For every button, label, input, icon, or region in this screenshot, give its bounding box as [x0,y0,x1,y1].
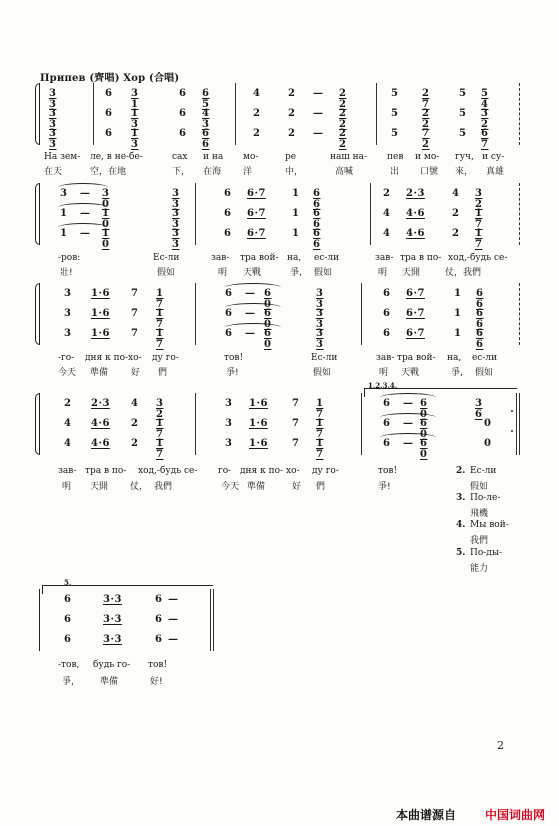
note: 5 [459,128,467,139]
lyric-cn: 假如 [314,268,333,278]
note: 6 [64,594,72,605]
note: 6 [155,634,163,645]
lyric-ru: -ров: [58,253,81,263]
lyric-cn: 在天 [44,167,63,177]
note: 6 6 [313,208,321,230]
barline [519,83,520,145]
note: 2·3 [91,398,110,409]
note: 1 [454,288,462,299]
dash: — [403,438,414,449]
dash: — [245,308,256,319]
note: 3 [64,328,72,339]
lyric-ru: Ес-ли [153,253,180,263]
barline [361,393,362,455]
note: 6 [179,128,187,139]
footer-source-text: 本曲谱源自 [396,808,457,822]
lyric-ru: ес-ли [472,353,498,363]
note: 4·6 [91,418,110,429]
lyric-cn: 們 [158,368,168,378]
lyric-ru: ду го- [152,353,179,363]
note: 1 7 [316,398,324,420]
note: 3 3 [316,288,324,310]
lyric-ru: ре [285,152,297,162]
note: 6 [225,288,233,299]
note: 2 2 [422,108,430,130]
lyric-cn: 中， [285,167,304,177]
note: 6 0 [420,418,428,440]
lyric-cn: 假如 [475,368,494,378]
note: 5 [459,108,467,119]
lyric-ru: и мо- [415,152,440,162]
repeat-barline [516,393,520,455]
score-system-3 [39,283,520,345]
lyric-ru: тов! [148,660,168,670]
lyric-cn: 爭， [62,677,81,687]
note: 3 [225,398,233,409]
note: 1·6 [249,438,268,449]
lyric-cn: 真雄 [486,167,505,177]
note: 3 2 [156,398,164,420]
dash: — [80,208,91,219]
note: 6 0 [264,308,272,330]
note: 1 7 [475,228,483,250]
note: 4 [64,418,72,429]
dash: — [313,88,324,99]
lyric-ru: ду го- [312,466,339,476]
lyric-ru: тра вой- [240,253,279,263]
note: 6 6 [476,328,484,350]
note: 3 [225,418,233,429]
volta-label: 1.2.3.4. [368,381,398,390]
lyric-cn: 準備 [90,368,109,378]
lyric-ru: тов! [378,466,398,476]
dash: — [168,594,179,605]
lyric-ru: хо- [128,353,142,363]
note: 1 [60,208,68,219]
note: 6 6 [476,288,484,310]
note: 3 3 [49,108,57,130]
note: 6 [179,108,187,119]
note: 6 [383,288,391,299]
note: 2 [253,128,261,139]
lyric-ru: -тов, [58,660,80,670]
verse-number: 3. [456,493,466,503]
note: 3 2 [481,108,489,130]
lyric-cn: 我們 [154,482,173,492]
lyric-cn: 假如 [313,368,332,378]
note: 2 [253,108,261,119]
note: 4·6 [406,208,425,219]
verse-lyric-ru: Мы вой- [470,520,509,530]
verse-lyric-ru: По-ды- [470,548,503,558]
note: 2 [288,108,296,119]
dash: — [313,108,324,119]
note: 1 [60,228,68,239]
lyric-cn: 來， [455,167,474,177]
note: 3·3 [103,594,122,605]
lyric-cn: 爭, [290,268,302,278]
lyric-ru: на, [287,253,302,263]
note: 6 0 [420,438,428,460]
note: 7 [292,418,300,429]
note: 1 7 [156,308,164,330]
lyric-ru: дня к по- [240,466,284,476]
note: 3 3 [172,188,180,210]
note: 7 [131,328,139,339]
note: 3 [225,438,233,449]
verse-number: 5. [456,548,466,558]
lyric-cn: 仗，我們 [445,268,482,278]
note: 1 [292,208,300,219]
lyric-ru: пев [387,152,404,162]
lyric-cn: 明 [62,482,72,492]
note: 3 3 [49,128,57,150]
note: 6 6 [202,128,210,150]
lyric-cn: 假如 [157,268,176,278]
lyric-cn: 在海 [203,167,222,177]
note: 3 [64,308,72,319]
note: 1 7 [156,288,164,310]
lyric-ru: сах [172,152,188,162]
lyric-ru: будь го- [93,660,131,670]
note: 4 3 [202,108,210,130]
repeat-dot [511,410,513,412]
note: 6 [155,594,163,605]
note: 1 0 [102,228,110,250]
lyric-ru: тра вой- [397,353,436,363]
lyric-cn: 爭! [226,368,239,378]
lyric-ru: и су- [482,152,505,162]
note: 1·6 [91,328,110,339]
note: 4 [253,88,261,99]
dash: — [168,634,179,645]
dash: — [168,614,179,625]
note: 4 [64,438,72,449]
note: 1·6 [249,398,268,409]
verse-lyric-cn: 飛機 [470,509,489,519]
lyric-cn: 好! [150,677,163,687]
note: 6 [105,108,113,119]
note: 4 [383,228,391,239]
note: 6·7 [406,328,425,339]
note: 0 [484,418,492,429]
note: 1 3 [131,108,139,130]
lyric-cn: 今天 [58,368,77,378]
note: 1 [292,188,300,199]
note: 1 7 [475,208,483,230]
dash: — [80,228,91,239]
note: 6 6 [313,228,321,250]
barline [195,393,196,455]
note: 5 [391,88,399,99]
dash: — [80,188,91,199]
lyric-ru: гуч, [455,152,474,162]
end-barline [210,589,214,651]
lyric-cn: 明 [218,268,228,278]
barline [195,183,196,245]
verse-lyric-cn: 能力 [470,564,489,574]
volta-label: 5. [64,578,72,587]
lyric-ru: на, [447,353,462,363]
note: 1·6 [249,418,268,429]
dash: — [403,398,414,409]
footer-site-link[interactable]: 中国词曲网 [485,808,546,822]
note: 6 [64,614,72,625]
note: 3 3 [49,88,57,110]
lyric-cn: 天戰 [243,268,262,278]
note: 4 [452,188,460,199]
note: 6 [225,308,233,319]
note: 2 2 [339,128,347,150]
note: 6 [105,88,113,99]
note: 6 [383,418,391,429]
lyric-ru: дня к по- [85,353,129,363]
note: 6 0 [264,288,272,310]
lyric-cn: 好 [292,482,302,492]
lyric-ru: Ес-ли [311,353,338,363]
note: 4 [383,208,391,219]
lyric-cn: 壯! [60,268,73,278]
lyric-ru: тов! [224,353,244,363]
barline [195,283,196,345]
note: 6·7 [406,308,425,319]
verse-lyric-ru: Ес-ли [470,466,497,476]
dash: — [245,328,256,339]
lyric-ru: На зем- [44,152,81,162]
lyric-cn: 口號 [420,167,439,177]
note: 6 [383,328,391,339]
lyric-ru: тра в по- [400,253,442,263]
lyric-ru: наш на- [330,152,367,162]
note: 6·7 [406,288,425,299]
barline [376,83,377,145]
lyric-ru: и на [203,152,224,162]
lyric-ru: -го- [58,353,75,363]
note: 6 0 [420,398,428,420]
note: 3 0 [102,188,110,210]
note: 1 [454,308,462,319]
note: 7 [131,308,139,319]
note: 4 [131,398,139,409]
verse-lyric-cn: 我們 [470,536,489,546]
lyric-cn: 天開 [90,482,109,492]
note: 6 [383,308,391,319]
note: 3·3 [103,634,122,645]
lyric-ru: зав- [375,253,394,263]
lyric-ru: ход,-будь се- [138,466,198,476]
lyric-cn: 們 [316,482,326,492]
note: 5 [391,108,399,119]
lyric-ru: го- [218,466,232,476]
dash: — [245,288,256,299]
note: 6 7 [481,128,489,150]
lyric-ru: ес-ли [314,253,340,263]
note: 1 7 [156,328,164,350]
note: 1 7 [316,438,324,460]
lyric-cn: 準備 [247,482,266,492]
note: 6 [224,188,232,199]
note: 2 7 [422,88,430,110]
note: 6 [224,228,232,239]
lyric-cn: 出 [390,167,400,177]
lyric-ru: мо- [243,152,259,162]
lyric-ru: тра в по- [85,466,127,476]
barline [519,183,520,245]
lyric-ru: зав- [376,353,395,363]
lyric-cn: 爭, [451,368,463,378]
note: 2 [288,88,296,99]
note: 2 [383,188,391,199]
lyric-cn: 下， [172,167,191,177]
note: 2 2 [339,88,347,110]
barline [370,183,371,245]
note: 1 7 [156,438,164,460]
lyric-cn: 仗， [130,482,149,492]
section-title: Припев (齊唱) Хор (合唱) [40,73,180,84]
note: 7 [292,398,300,409]
note: 3 1 [131,88,139,110]
note: 2 [131,418,139,429]
note: 3 2 [475,188,483,210]
note: 1 7 [316,418,324,440]
note: 7 [131,288,139,299]
note: 6 [155,614,163,625]
note: 4·6 [91,438,110,449]
note: 7 [292,438,300,449]
note: 2 [131,438,139,449]
note: 1·6 [91,308,110,319]
note: 6 [64,634,72,645]
note: 2 [452,228,460,239]
lyric-cn: 空，在地 [90,167,127,177]
note: 6·7 [247,228,266,239]
note: 6 [105,128,113,139]
note: 0 [484,438,492,449]
note: 1 0 [102,208,110,230]
score-system-2 [39,183,520,245]
lyric-cn: 明 [379,368,389,378]
dash: — [313,128,324,139]
note: 1·6 [91,288,110,299]
lyric-cn: 明 [378,268,388,278]
barline [361,283,362,345]
repeat-dot [511,430,513,432]
note: 3 [64,288,72,299]
note: 5 4 [481,88,489,110]
note: 1 [292,228,300,239]
note: 7 2 [422,128,430,150]
lyric-ru: ход,-будь се- [448,253,508,263]
note: 2 2 [339,108,347,130]
note: 4·6 [406,228,425,239]
lyric-cn: 爭! [378,482,391,492]
dash: — [403,418,414,429]
barline [235,83,236,145]
verse-number: 4. [456,520,466,530]
note: 6 [383,438,391,449]
lyric-cn: 天戰 [401,368,420,378]
note: 6 6 [313,188,321,210]
note: 3 3 [316,308,324,330]
note: 2 [452,208,460,219]
note: 6 0 [264,328,272,350]
note: 6 5 [202,88,210,110]
lyric-cn: 今天 [221,482,240,492]
note: 3 [60,188,68,199]
note: 6 [179,88,187,99]
note: 2 [64,398,72,409]
note: 6 [383,398,391,409]
barline [93,83,94,145]
lyric-ru: хо- [286,466,300,476]
note: 2 [288,128,296,139]
score-system-4 [39,393,520,455]
note: 3 3 [172,228,180,250]
verse-lyric-ru: По-ле- [470,493,501,503]
note: 6·7 [247,208,266,219]
lyric-cn: 天開 [402,268,421,278]
note: 1 7 [156,418,164,440]
lyric-cn: 準備 [100,677,119,687]
note: 1 3 [131,128,139,150]
note: 6 [225,328,233,339]
note: 3 6 [475,398,483,420]
note: 3 3 [316,328,324,350]
note: 2·3 [406,188,425,199]
lyric-ru: зав- [211,253,230,263]
page-number: 2 [497,739,504,752]
note: 1 [454,328,462,339]
note: 6·7 [247,188,266,199]
verse-lyric-cn: 假如 [470,482,489,492]
note: 3 3 [172,208,180,230]
note: 3·3 [103,614,122,625]
barline [519,283,520,345]
note: 5 [459,88,467,99]
verse-number: 2. [456,466,466,476]
lyric-cn: 洋 [243,167,253,177]
lyric-ru: ле, в не-бе- [90,152,143,162]
note: 6 6 [476,308,484,330]
lyric-ru: зав- [58,466,77,476]
lyric-cn: 高喊 [335,167,354,177]
lyric-cn: 好 [131,368,141,378]
note: 6 [224,208,232,219]
note: 5 [391,128,399,139]
